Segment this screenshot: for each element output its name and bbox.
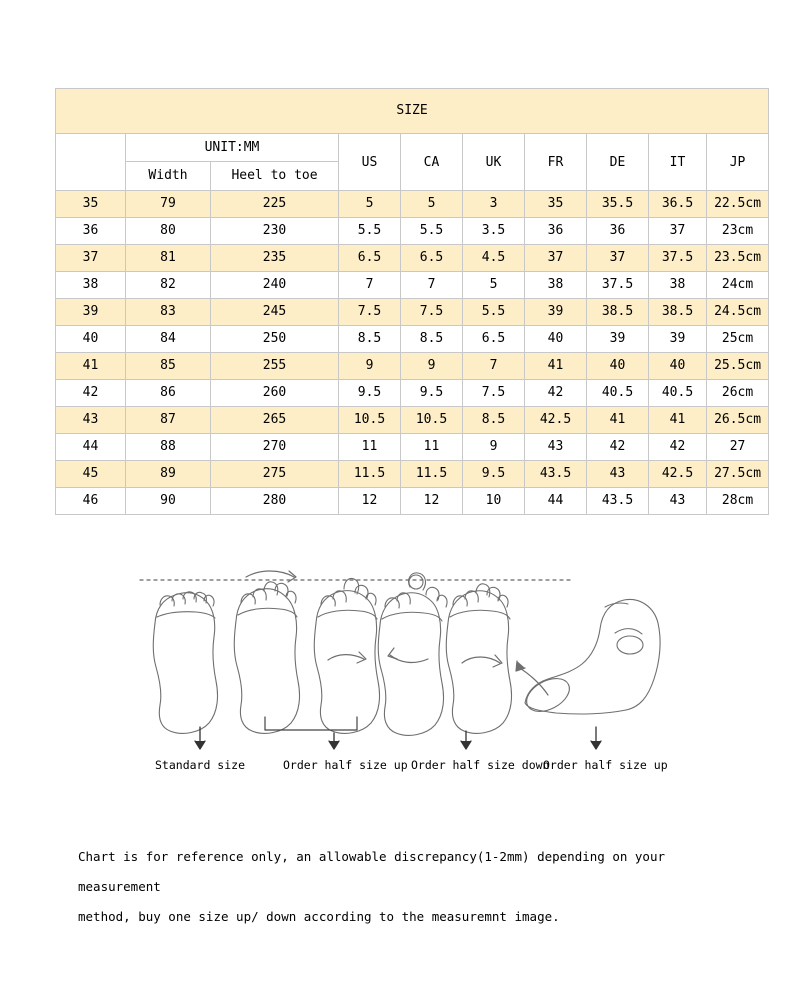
cell-jp: 24.5cm	[707, 299, 769, 326]
size-table	[55, 88, 769, 515]
cell-jp: 23.5cm	[707, 245, 769, 272]
table-row	[56, 434, 769, 461]
cell-us: 5	[339, 191, 401, 218]
cell-fr: 39	[525, 299, 587, 326]
cell-de: 39	[587, 326, 649, 353]
diagram-labels	[0, 758, 800, 782]
cell-jp: 27.5cm	[707, 461, 769, 488]
cell-width: 81	[126, 245, 211, 272]
cell-eu: 40	[56, 326, 126, 353]
table-row	[56, 407, 769, 434]
footer-note-line-2: method, buy one size up/ down according to the measuremnt image.	[78, 909, 560, 924]
cell-de: 36	[587, 218, 649, 245]
cell-heel: 240	[211, 272, 339, 299]
foot-outline-2	[234, 571, 299, 733]
cell-fr: 43	[525, 434, 587, 461]
cell-it: 41	[649, 407, 707, 434]
cell-it: 37.5	[649, 245, 707, 272]
cell-de: 38.5	[587, 299, 649, 326]
header-uk: UK	[463, 134, 525, 191]
cell-us: 11.5	[339, 461, 401, 488]
cell-uk: 4.5	[463, 245, 525, 272]
cell-heel: 225	[211, 191, 339, 218]
cell-fr: 42.5	[525, 407, 587, 434]
cell-de: 41	[587, 407, 649, 434]
cell-jp: 28cm	[707, 488, 769, 515]
cell-jp: 26.5cm	[707, 407, 769, 434]
label-order-half-size-up-1: Order half size up	[283, 758, 408, 772]
header-de: DE	[587, 134, 649, 191]
cell-eu: 42	[56, 380, 126, 407]
cell-width: 83	[126, 299, 211, 326]
cell-jp: 25.5cm	[707, 353, 769, 380]
cell-uk: 3.5	[463, 218, 525, 245]
footer-note-line-1: Chart is for reference only, an allowable discrepancy(1-2mm) depending on your measurement	[78, 849, 665, 894]
cell-ca: 12	[401, 488, 463, 515]
header-us: US	[339, 134, 401, 191]
cell-it: 42	[649, 434, 707, 461]
cell-fr: 42	[525, 380, 587, 407]
cell-ca: 7.5	[401, 299, 463, 326]
cell-heel: 235	[211, 245, 339, 272]
cell-width: 87	[126, 407, 211, 434]
cell-eu: 46	[56, 488, 126, 515]
cell-eu: 44	[56, 434, 126, 461]
cell-de: 40.5	[587, 380, 649, 407]
label-standard-size: Standard size	[155, 758, 246, 772]
cell-ca: 7	[401, 272, 463, 299]
cell-width: 86	[126, 380, 211, 407]
label-order-half-size-down: Order half size down	[411, 758, 550, 772]
foot-side-view	[516, 599, 660, 718]
table-row	[56, 299, 769, 326]
cell-eu: 43	[56, 407, 126, 434]
table-row	[56, 461, 769, 488]
cell-ca: 10.5	[401, 407, 463, 434]
cell-it: 40.5	[649, 380, 707, 407]
header-heel-to-toe: Heel to toe	[211, 162, 339, 191]
cell-jp: 23cm	[707, 218, 769, 245]
cell-it: 38	[649, 272, 707, 299]
cell-ca: 11.5	[401, 461, 463, 488]
cell-heel: 250	[211, 326, 339, 353]
cell-fr: 41	[525, 353, 587, 380]
cell-uk: 10	[463, 488, 525, 515]
footer-note	[78, 842, 738, 932]
table-row	[56, 326, 769, 353]
cell-ca: 11	[401, 434, 463, 461]
cell-ca: 8.5	[401, 326, 463, 353]
cell-eu: 45	[56, 461, 126, 488]
cell-us: 9.5	[339, 380, 401, 407]
cell-eu: 39	[56, 299, 126, 326]
cell-de: 42	[587, 434, 649, 461]
cell-us: 10.5	[339, 407, 401, 434]
cell-heel: 245	[211, 299, 339, 326]
cell-uk: 5.5	[463, 299, 525, 326]
cell-uk: 7.5	[463, 380, 525, 407]
cell-heel: 265	[211, 407, 339, 434]
cell-us: 6.5	[339, 245, 401, 272]
cell-width: 79	[126, 191, 211, 218]
header-ca: CA	[401, 134, 463, 191]
cell-us: 9	[339, 353, 401, 380]
cell-heel: 270	[211, 434, 339, 461]
cell-jp: 27	[707, 434, 769, 461]
cell-uk: 9.5	[463, 461, 525, 488]
cell-fr: 38	[525, 272, 587, 299]
header-unit-mm: UNIT:MM	[126, 134, 339, 162]
cell-it: 40	[649, 353, 707, 380]
cell-uk: 7	[463, 353, 525, 380]
table-row	[56, 353, 769, 380]
cell-uk: 8.5	[463, 407, 525, 434]
cell-eu: 37	[56, 245, 126, 272]
header-it: IT	[649, 134, 707, 191]
cell-width: 82	[126, 272, 211, 299]
cell-us: 7.5	[339, 299, 401, 326]
cell-de: 35.5	[587, 191, 649, 218]
cell-de: 37.5	[587, 272, 649, 299]
header-width: Width	[126, 162, 211, 191]
table-row	[56, 245, 769, 272]
table-row	[56, 488, 769, 515]
cell-fr: 44	[525, 488, 587, 515]
cell-it: 38.5	[649, 299, 707, 326]
cell-width: 84	[126, 326, 211, 353]
cell-it: 39	[649, 326, 707, 353]
table-row	[56, 380, 769, 407]
table-row	[56, 218, 769, 245]
cell-width: 80	[126, 218, 211, 245]
cell-heel: 280	[211, 488, 339, 515]
cell-fr: 37	[525, 245, 587, 272]
size-table-container	[55, 88, 762, 515]
label-order-half-size-up-2: Order half size up	[543, 758, 668, 772]
header-jp: JP	[707, 134, 769, 191]
cell-us: 5.5	[339, 218, 401, 245]
cell-heel: 255	[211, 353, 339, 380]
cell-uk: 6.5	[463, 326, 525, 353]
cell-uk: 3	[463, 191, 525, 218]
cell-eu: 36	[56, 218, 126, 245]
cell-us: 7	[339, 272, 401, 299]
cell-it: 37	[649, 218, 707, 245]
cell-de: 43.5	[587, 488, 649, 515]
cell-us: 12	[339, 488, 401, 515]
table-header-row-1	[56, 134, 769, 162]
cell-ca: 6.5	[401, 245, 463, 272]
table-row	[56, 272, 769, 299]
cell-fr: 35	[525, 191, 587, 218]
cell-eu: 35	[56, 191, 126, 218]
cell-width: 85	[126, 353, 211, 380]
cell-heel: 230	[211, 218, 339, 245]
cell-eu: 38	[56, 272, 126, 299]
foot-outline-1	[153, 592, 217, 734]
cell-ca: 9.5	[401, 380, 463, 407]
cell-heel: 260	[211, 380, 339, 407]
cell-fr: 40	[525, 326, 587, 353]
foot-outline-4	[378, 573, 447, 735]
table-row	[56, 191, 769, 218]
table-title: SIZE	[56, 89, 769, 134]
cell-us: 11	[339, 434, 401, 461]
cell-eu: 41	[56, 353, 126, 380]
foot-outline-5	[446, 584, 511, 734]
cell-jp: 22.5cm	[707, 191, 769, 218]
cell-heel: 275	[211, 461, 339, 488]
header-eu-size	[56, 134, 126, 191]
cell-it: 43	[649, 488, 707, 515]
table-title-row	[56, 89, 769, 134]
foot-outline-3	[314, 578, 379, 733]
header-fr: FR	[525, 134, 587, 191]
cell-width: 90	[126, 488, 211, 515]
cell-width: 89	[126, 461, 211, 488]
cell-it: 36.5	[649, 191, 707, 218]
cell-fr: 36	[525, 218, 587, 245]
cell-de: 37	[587, 245, 649, 272]
cell-ca: 5	[401, 191, 463, 218]
cell-it: 42.5	[649, 461, 707, 488]
cell-de: 43	[587, 461, 649, 488]
cell-uk: 5	[463, 272, 525, 299]
cell-jp: 25cm	[707, 326, 769, 353]
cell-de: 40	[587, 353, 649, 380]
cell-ca: 5.5	[401, 218, 463, 245]
cell-width: 88	[126, 434, 211, 461]
cell-fr: 43.5	[525, 461, 587, 488]
cell-us: 8.5	[339, 326, 401, 353]
cell-jp: 24cm	[707, 272, 769, 299]
cell-ca: 9	[401, 353, 463, 380]
cell-jp: 26cm	[707, 380, 769, 407]
cell-uk: 9	[463, 434, 525, 461]
